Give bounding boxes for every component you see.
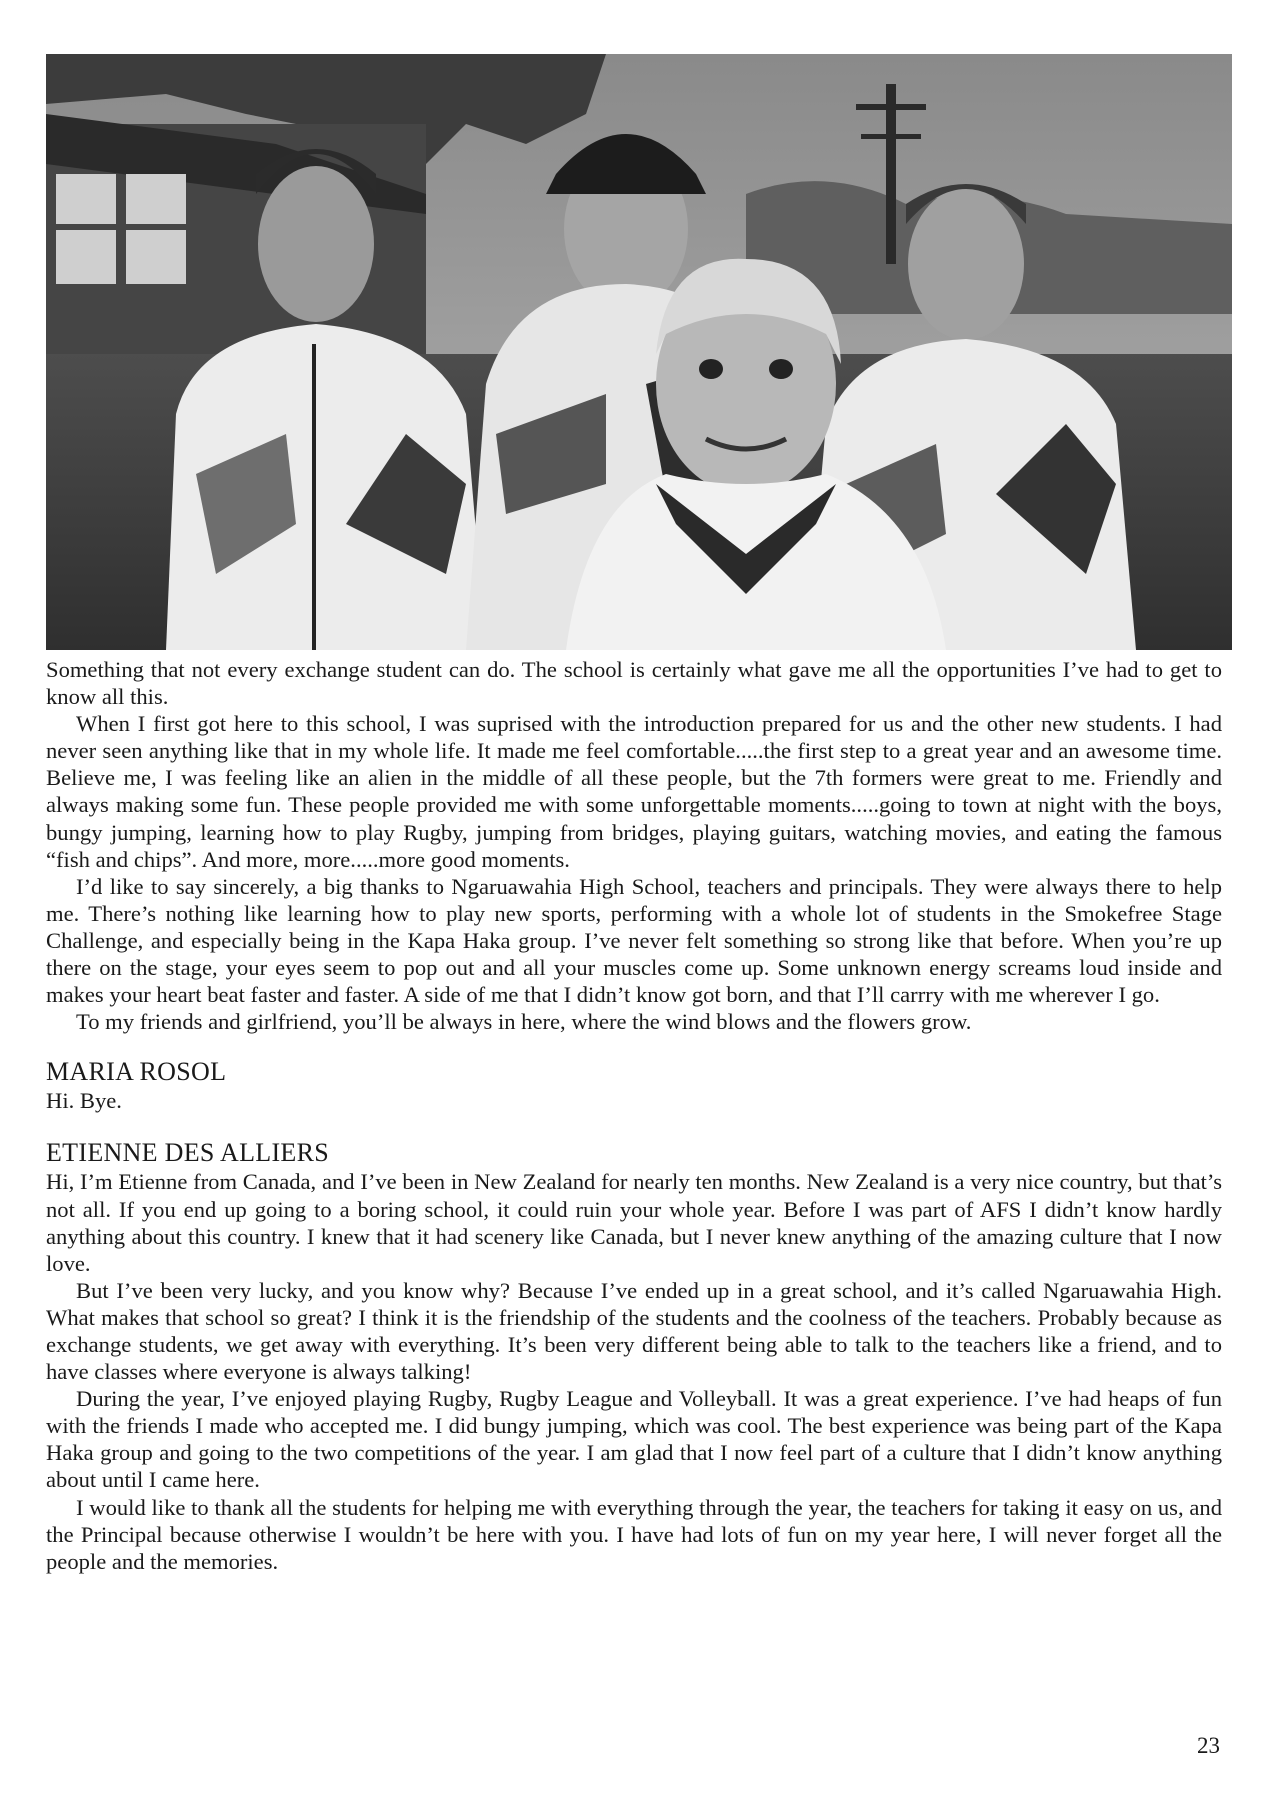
paragraph: I’d like to say sincerely, a big thanks to Ngaruawahia High School, teachers and principals. They were always there to help me. There’s nothing like learning how to play new sports, performing with a whole lot of students in the Smokefree Stage Challenge, and especially being in the Kapa Haka group. I’ve never felt something so strong like that before. When you’re up there on the stage, your eyes seem to pop out and all your muscles come up. Some unknown energy screams loud inside and makes your heart beat faster and faster. A side of me that I didn’t know got born, and that I’ll carrry with me wherever I go. (46, 873, 1222, 1008)
paragraph: When I first got here to this school, I was suprised with the introduction prepared for us and the other new students. I had never seen anything like that in my whole life. It made me feel comfortable.....the first step to a great year and an awesome time. Believe me, I was feeling like an alien in the middle of all these people, but the 7th formers were great to me. Friendly and always making some fun. These people provided me with some unforgettable moments.....going to town at night with the boys, bungy jumping, learning how to play Rugby, jumping from bridges, playing guitars, watching movies, and eating the famous “fish and chips”. And more, more.....more good moments. (46, 711, 1222, 872)
group-photo-icon (46, 54, 1232, 650)
paragraph: Hi. Bye. (46, 1088, 122, 1114)
paragraph: But I’ve been very lucky, and you know why? Because I’ve ended up in a great school, and it’s called Ngaruawahia High. What makes that school so great? I think it is the friendship of the students and the coolness of the teachers. Probably because as exchange students, we get away with everything. It’s been very different being able to talk to the teachers like a friend, and to have classes where everyone is always talking! (46, 1277, 1222, 1385)
paragraph: Hi, I’m Etienne from Canada, and I’ve been in New Zealand for nearly ten months. New Zealand is a very nice country, but that’s not all. If you end up going to a boring school, it could ruin your whole year. Before I was part of AFS I didn’t know hardly anything about this country. I knew that it had scenery like Canada, but I never knew anything of the amazing culture that I now love. (46, 1169, 1222, 1276)
paragraph: During the year, I’ve enjoyed playing Rugby, Rugby League and Volleyball. It was a great experience. I’ve had heaps of fun with the friends I made who accepted me. I did bungy jumping, which was cool. The best experience was being part of the Kapa Haka group and going to the two competitions of the year. I am glad that I now feel part of a culture that I didn’t know anything about until I came here. (46, 1386, 1222, 1493)
page-number: 23 (1197, 1733, 1220, 1758)
paragraph: Something that not every exchange student can do. The school is certainly what gave me all the opportunities I’ve had to get to know all this. (46, 657, 1222, 710)
paragraph: To my friends and girlfriend, you’ll be always in here, where the wind blows and the flowers grow. (76, 1009, 972, 1035)
section-heading-maria: MARIA ROSOL (46, 1057, 227, 1087)
article-body (46, 656, 1222, 1575)
paragraph: I would like to thank all the students for helping me with everything through the year, the teachers for taking it easy on us, and the Principal because otherwise I wouldn’t be here with you. I have had lots of fun on my year here, I will never forget all the people and the memories. (46, 1494, 1222, 1574)
section-heading-etienne: ETIENNE DES ALLIERS (46, 1138, 330, 1168)
group-photo (46, 54, 1232, 650)
